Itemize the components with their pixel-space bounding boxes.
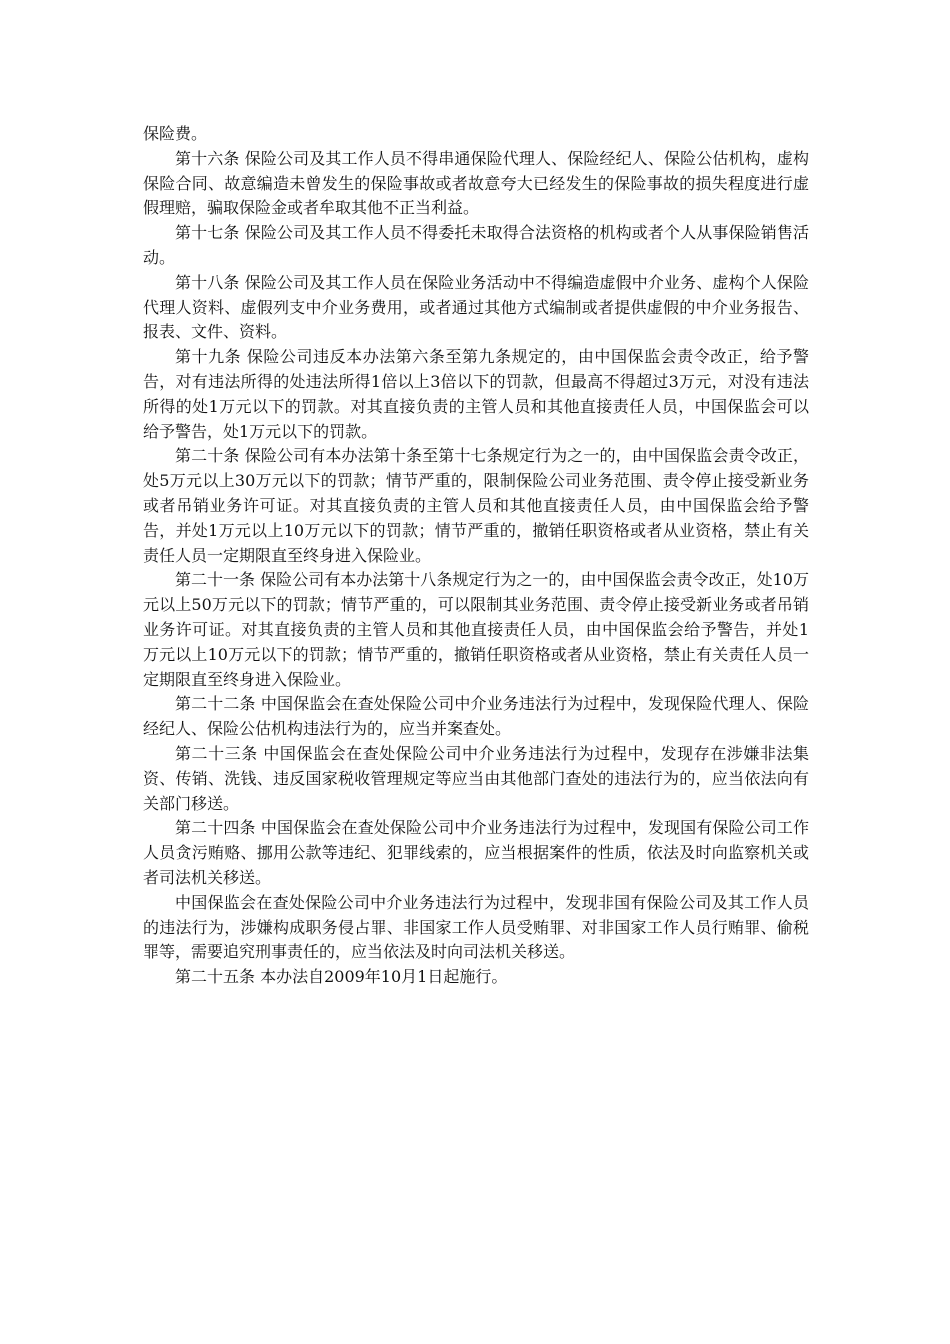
- document-body: [143, 122, 809, 990]
- paragraph-article-25: 第二十五条 本办法自2009年10月1日起施行。: [175, 967, 508, 987]
- paragraph-article-17: 第十七条 保险公司及其工作人员不得委托未取得合法资格的机构或者个人从事保险销售活动。: [143, 223, 809, 267]
- paragraph-article-24: 第二十四条 中国保监会在查处保险公司中介业务违法行为过程中，发现国有保险公司工作人员贪污贿赂、挪用公款等违纪、犯罪线索的，应当根据案件的性质，依法及时向监察机关或者司法机关移送。: [143, 818, 809, 887]
- paragraph-continuation: 保险费。: [143, 124, 208, 143]
- paragraph-article-18: 第十八条 保险公司及其工作人员在保险业务活动中不得编造虚假中介业务、虚构个人保险代理人资料、虚假列支中介业务费用，或者通过其他方式编制或者提供虚假的中介业务报告、报表、文件、资料。: [143, 272, 809, 342]
- paragraph-article-22: 第二十二条 中国保监会在查处保险公司中介业务违法行为过程中，发现保险代理人、保险经纪人、保险公估机构违法行为的，应当并案查处。: [143, 694, 809, 739]
- paragraph-article-19: 第十九条 保险公司违反本办法第六条至第九条规定的，由中国保监会责令改正，给予警告，对有违法所得的处违法所得1倍以上3倍以下的罚款，但最高不得超过3万元，对没有违法所得的处1万元以下的罚款。对其直接负责的主管人员和其他直接责任人员，中国保监会可以给予警告，处1万元以下的罚款。: [143, 347, 809, 441]
- paragraph-article-20: 第二十条 保险公司有本办法第十条至第十七条规定行为之一的，由中国保监会责令改正，处5万元以上30万元以下的罚款；情节严重的，限制保险公司业务范围、责令停止接受新业务或者吊销业务许可证。对其直接负责的主管人员和其他直接责任人员，由中国保监会给予警告，并处1万元以上10万元以下的罚款；情节严重的，撤销任职资格或者从业资格，禁止有关责任人员一定期限直至终身进入保险业。: [143, 446, 809, 565]
- paragraph-article-16: 第十六条 保险公司及其工作人员不得串通保险代理人、保险经纪人、保险公估机构，虚构保险合同、故意编造未曾发生的保险事故或者故意夸大已经发生的保险事故的损失程度进行虚假理赔，骗取保险金或者牟取其他不正当利益。: [143, 148, 809, 218]
- paragraph-article-21: 第二十一条 保险公司有本办法第十八条规定行为之一的，由中国保监会责令改正，处10万元以上50万元以下的罚款；情节严重的，可以限制其业务范围、责令停止接受新业务或者吊销业务许可证。对其直接负责的主管人员和其他直接责任人员，由中国保监会给予警告，并处1万元以上10万元以下的罚款；情节严重的，撤销任职资格或者从业资格，禁止有关责任人员一定期限直至终身进入保险业。: [143, 570, 809, 689]
- paragraph-article-24-supplement: 中国保监会在查处保险公司中介业务违法行为过程中，发现非国有保险公司及其工作人员的违法行为，涉嫌构成职务侵占罪、非国家工作人员受贿罪、对非国家工作人员行贿罪、偷税罪等，需要追究刑事责任的，应当依法及时向司法机关移送。: [143, 892, 809, 962]
- paragraph-article-23: 第二十三条 中国保监会在查处保险公司中介业务违法行为过程中，发现存在涉嫌非法集资、传销、洗钱、违反国家税收管理规定等应当由其他部门查处的违法行为的，应当依法向有关部门移送。: [143, 743, 809, 813]
